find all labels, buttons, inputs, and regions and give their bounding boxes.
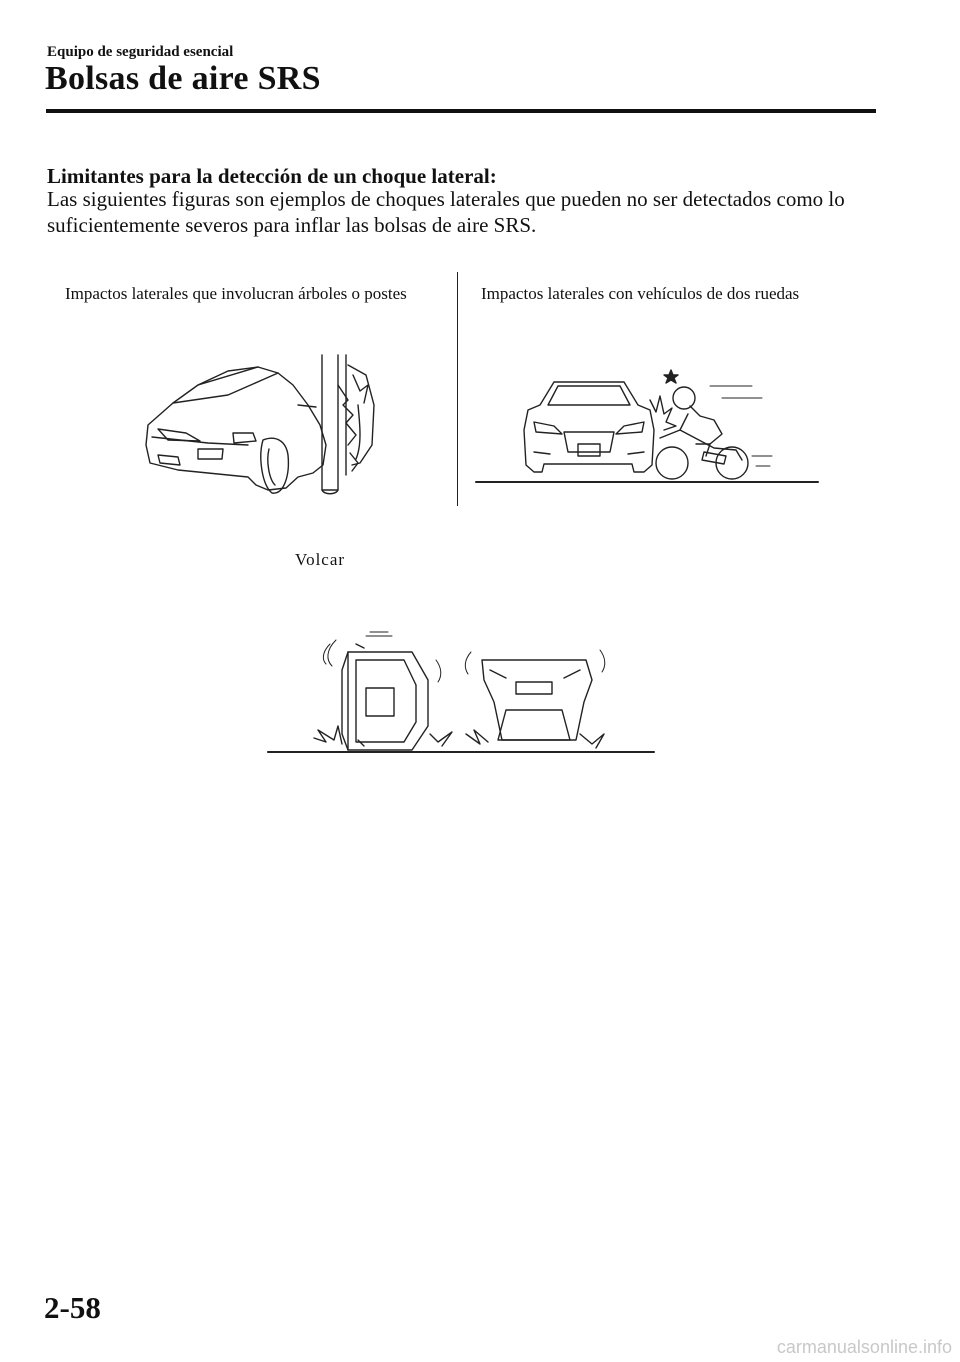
motorcycle (656, 430, 748, 479)
rollover-illustration (266, 630, 656, 760)
caption-motorcycle-impact: Impactos laterales con vehículos de dos ruedas (481, 284, 800, 303)
body-paragraph: Las siguientes figuras son ejemplos de choques laterales que pueden no ser detectados como lo suficientemente severos para inflar las bolsas de aire SRS. (47, 187, 845, 237)
impact-mark (650, 396, 676, 430)
car-body (146, 367, 326, 493)
column-divider (457, 272, 458, 506)
caption-pole-impact: Impactos laterales que involucran árboles o postes (65, 284, 407, 303)
section-label: Equipo de seguridad esencial (47, 44, 234, 60)
rider (673, 387, 722, 456)
pole (322, 355, 346, 494)
motion-marks (323, 632, 604, 682)
page-title: Bolsas de aire SRS (45, 60, 321, 97)
page-number: 2-58 (44, 1290, 101, 1325)
caption-rollover: Volcar (295, 550, 346, 569)
car-front (524, 382, 654, 472)
car-upside-down (482, 660, 592, 740)
subheading: Limitantes para la detección de un choque lateral: (47, 164, 497, 188)
star-mark (664, 370, 678, 383)
pole-impact-illustration (138, 345, 438, 495)
car-rear (348, 365, 374, 465)
motorcycle-impact-illustration (474, 360, 820, 490)
title-rule (46, 109, 876, 113)
car-on-side (342, 644, 428, 750)
impact-marks (314, 726, 604, 748)
watermark: carmanualsonline.info (776, 1337, 952, 1357)
